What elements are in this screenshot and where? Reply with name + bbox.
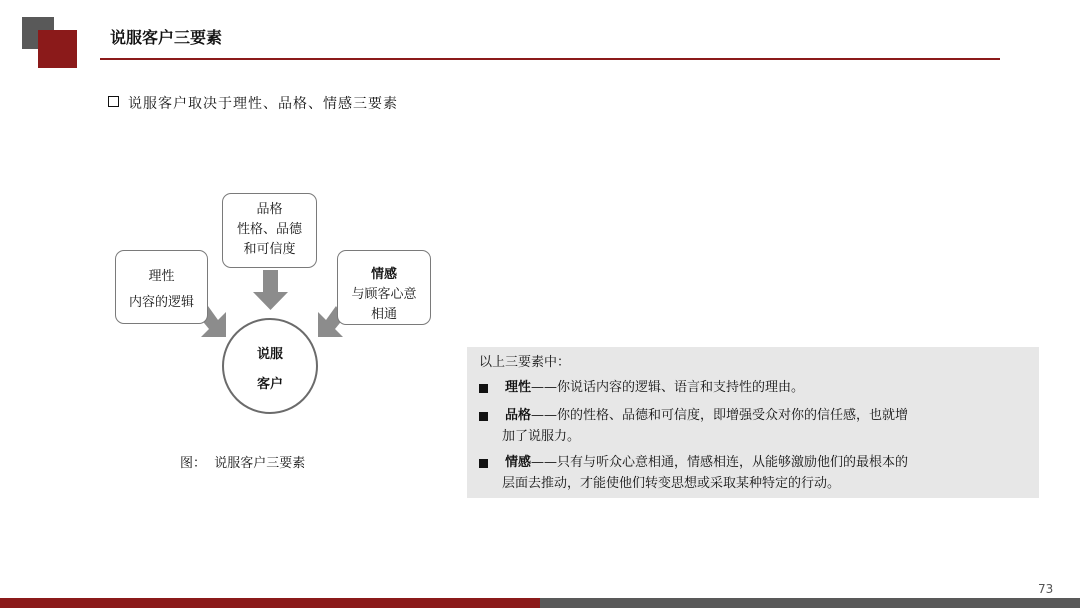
slide-title: 说服客户三要素 — [110, 28, 223, 47]
footer-bar-red — [0, 598, 540, 608]
node-logic-title: 理性 — [148, 269, 175, 284]
panel-intro: 以上三要素中： — [479, 355, 571, 370]
node-emotion-title: 情感 — [370, 267, 397, 282]
filled-square-icon — [479, 384, 488, 393]
node-character-title: 品格 — [256, 202, 283, 217]
summary-panel — [467, 347, 1039, 498]
node-character — [222, 193, 317, 268]
arrow-down — [253, 270, 288, 310]
node-logic-desc: 内容的逻辑 — [128, 295, 194, 310]
panel-item-character — [505, 406, 908, 426]
footer-bar-gray — [540, 598, 1080, 608]
center-line1: 说服 — [256, 347, 283, 362]
panel-item-emotion — [505, 453, 908, 473]
item-term: 情感 — [505, 455, 532, 470]
item-text: ——只有与听众心意相通，情感相连，从能够激励他们的最根本的 — [531, 455, 909, 470]
node-emotion — [337, 250, 431, 325]
filled-square-icon — [479, 459, 488, 468]
center-node-persuade — [222, 318, 318, 414]
center-line2: 客户 — [256, 377, 283, 392]
panel-item-logic — [505, 378, 804, 398]
node-emotion-line2: 相通 — [370, 307, 397, 322]
node-emotion-line1: 与顾客心意 — [351, 287, 417, 302]
item-term: 理性 — [505, 380, 532, 395]
item-text: ——你的性格、品德和可信度，即增强受众对你的信任感，也就增 — [531, 408, 909, 423]
bullet-heading: 说服客户取决于理性、品格、情感三要素 — [128, 96, 398, 112]
page-number: 73 — [1038, 582, 1054, 596]
node-character-line1: 性格、品德 — [236, 222, 302, 237]
node-logic — [115, 250, 208, 324]
filled-square-icon — [479, 412, 488, 421]
item-text-cont: 层面去推动，才能使他们转变思想或采取某种特定的行动。 — [502, 476, 841, 491]
figure-caption: 图： 说服客户三要素 — [180, 456, 306, 471]
item-term: 品格 — [505, 408, 532, 423]
item-text-cont: 加了说服力。 — [502, 429, 581, 444]
item-text: ——你说话内容的逻辑、语言和支持性的理由。 — [531, 380, 805, 395]
node-character-line2: 和可信度 — [243, 242, 296, 257]
